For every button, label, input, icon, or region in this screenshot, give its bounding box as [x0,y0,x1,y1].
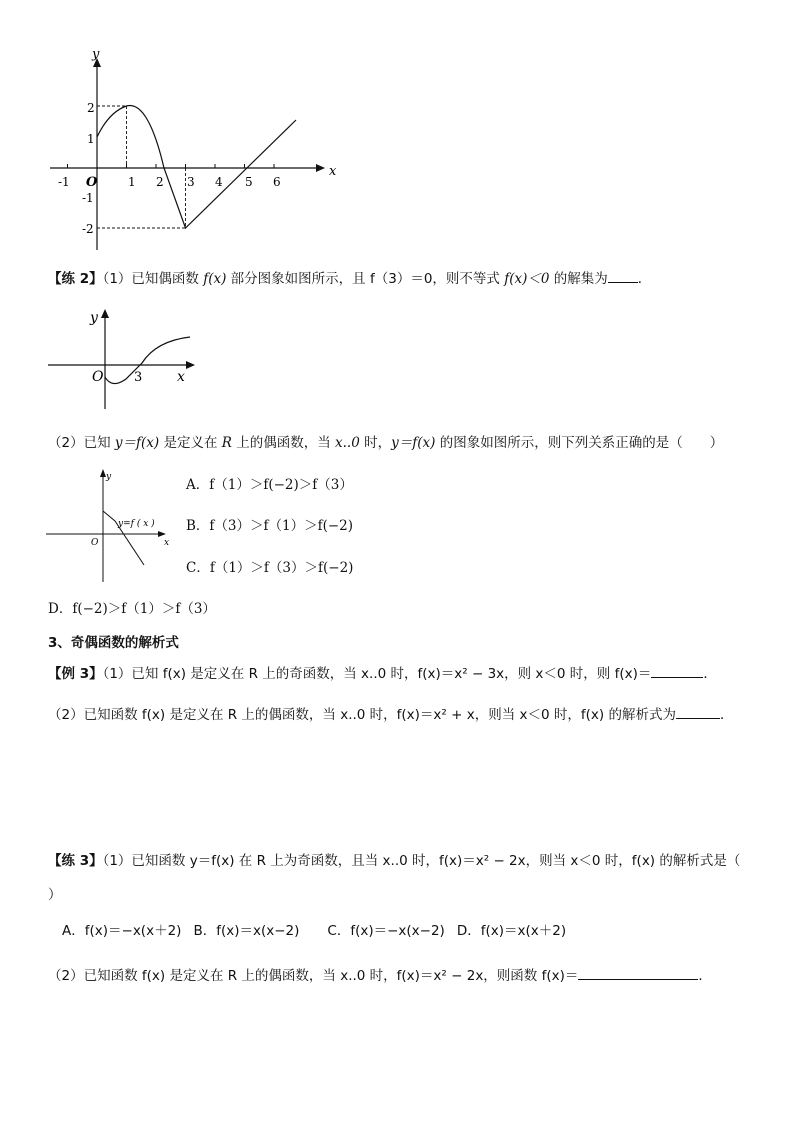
answer-blank[interactable] [578,967,698,980]
origin-label: O [86,175,98,190]
xtick-label: 5 [245,175,253,189]
text: 部分图象如图所示，且 [226,271,370,287]
math: f(x)＜0 [504,271,550,287]
function-label: y=f ( x ) [118,519,155,529]
math: f(x) [203,271,227,287]
text: 上的偶函数，当 [231,435,336,451]
math: y＝f(x) [391,435,436,451]
text: （1）已知偶函数 [102,271,204,287]
x-axis-arrow [316,164,325,172]
answer-blank[interactable] [651,665,703,678]
ytick-label: -2 [82,222,94,236]
graph-2 [44,305,204,415]
y-axis-label: y [106,472,112,482]
text: 的图象如图所示，则下列关系正确的是（ ） [435,435,724,451]
xtick-label: 1 [128,175,136,189]
text: 时， [359,435,392,451]
text: ． [703,666,717,682]
option-c[interactable]: C．f（1）＞f（3）＞f(−2) [186,560,354,576]
option-d[interactable]: D．f(−2)＞f（1）＞f（3） [48,601,216,617]
practice3-options [62,922,566,940]
ytick-label: 2 [87,101,95,115]
answer-blank[interactable] [608,270,638,283]
x-axis-arrow [186,361,195,369]
ytick-label: 1 [87,132,95,146]
practice3-q1-cont: ） [48,887,62,903]
section-title: 3、奇偶函数的解析式 [48,635,179,651]
option-a[interactable]: A．f（1）＞f(−2)＞f（3） [186,477,353,493]
example3-q1 [48,665,717,683]
example3-q2 [48,706,733,724]
y-axis-label: y [90,310,98,326]
text: f（3）＝0，则不等式 [369,271,505,287]
option-d[interactable]: D．f(x)＝x(x＋2) [456,923,567,939]
origin-label: O [91,538,99,548]
math: R [221,435,232,451]
text: （1）已知函数 y＝f(x) 在 R 上为奇函数，且当 x..0 时，f(x)＝x² − 2x，则当 x＜0 时，f(x) 的解析式是（ [102,853,741,869]
text: （2）已知函数 f(x) 是定义在 R 上的偶函数，当 x..0 时，f(x)＝x² + x，则当 x＜0 时，f(x) 的解析式为 [48,707,676,723]
practice2-tag: 【练 2】 [48,271,103,287]
text: 是定义在 [159,435,222,451]
x-axis-label: x [164,538,170,548]
practice3-q1 [48,852,740,870]
text: ． [637,271,652,287]
xtick-label: 6 [273,175,281,189]
xtick-label: 4 [215,175,223,189]
practice2-q2 [48,434,723,452]
y-axis-label: y [92,47,100,62]
text: （2）已知函数 f(x) 是定义在 R 上的偶函数，当 x..0 时，f(x)＝x² − 2x，则函数 f(x)＝ [48,968,579,984]
option-a[interactable]: A．f(x)＝−x(x＋2) [62,923,182,939]
option-c[interactable]: C．f(x)＝−x(x−2) [327,923,445,939]
math: y＝f(x) [114,435,160,451]
practice2-q1 [48,270,651,288]
option-b[interactable]: B．f（3）＞f（1）＞f(−2) [186,518,354,534]
x3-label: 3 [134,370,143,385]
graph-3 [44,465,184,587]
ytick-label: -1 [82,191,94,205]
answer-blank[interactable] [676,706,720,719]
text: （1）已知 f(x) 是定义在 R 上的奇函数，当 x..0 时，f(x)＝x² − 3x，则 x＜0 时，则 f(x)＝ [102,666,652,682]
text: 的解集为 [549,271,608,287]
practice3-tag: 【练 3】 [48,853,103,869]
x-axis-label: x [177,369,185,385]
text: ． [719,707,734,723]
xtick-label: 2 [156,175,164,189]
origin-label: O [92,369,104,385]
example3-tag: 【例 3】 [48,666,103,682]
practice3-q2 [48,967,712,985]
xtick-label: -1 [58,175,70,189]
y-axis-arrow [101,309,109,318]
graph-1 [40,40,360,255]
math: x..0 [335,435,360,451]
text: ． [698,968,712,984]
option-b[interactable]: B．f(x)＝x(x−2) [193,923,300,939]
x-axis-arrow [158,531,166,537]
xtick-label: 3 [187,175,195,189]
text: （2）已知 [48,435,115,451]
x-axis-label: x [329,164,337,179]
